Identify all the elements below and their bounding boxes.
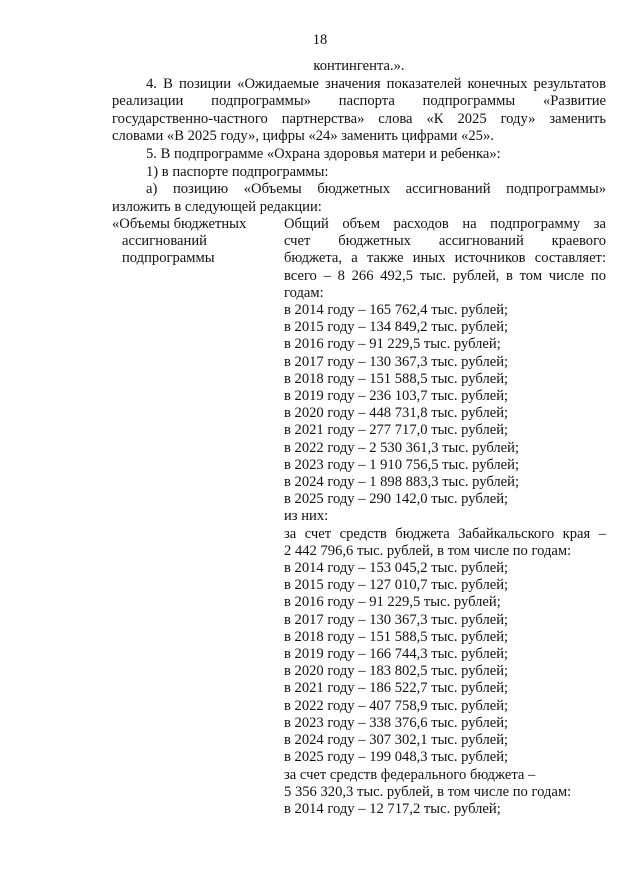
regional-year-line: в 2019 году – 166 744,3 тыс. рублей; [284, 646, 509, 663]
paragraph-contingent: контингента.». [313, 58, 405, 74]
federal-head-line: за счет средств федерального бюджета – [284, 766, 536, 783]
regional-year-line: в 2016 году – 91 229,5 тыс. рублей; [284, 594, 501, 611]
regional-year-line: в 2022 году – 407 758,9 тыс. рублей; [284, 697, 509, 714]
paragraph-item5-a-line2: изложить в следующей редакции: [112, 198, 322, 215]
regional-year-line: в 2025 году – 199 048,3 тыс. рублей; [284, 749, 509, 766]
of-them-line: из них: [284, 508, 329, 525]
paragraph-item5-a-line1: а) позицию «Объемы бюджетных ассигнований подпрограммы» [146, 181, 606, 198]
federal-year-line: в 2014 году – 12 717,2 тыс. рублей; [284, 800, 501, 817]
paragraph-item4-line2: реализации подпрограммы» паспорта подпрограммы «Развитие [112, 93, 606, 110]
right-head-line: годам: [284, 284, 324, 301]
total-year-line: в 2016 году – 91 229,5 тыс. рублей; [284, 336, 501, 353]
left-label-line: ассигнований [122, 233, 207, 250]
right-head-line: счет бюджетных ассигнований краевого [284, 233, 606, 250]
regional-year-line: в 2015 году – 127 010,7 тыс. рублей; [284, 577, 509, 594]
total-year-line: в 2018 году – 151 588,5 тыс. рублей; [284, 370, 509, 387]
budget-table [112, 216, 606, 818]
total-year-line: в 2019 году – 236 103,7 тыс. рублей; [284, 388, 509, 405]
paragraph-item5-1: 1) в паспорте подпрограммы: [146, 163, 329, 180]
regional-year-line: в 2021 году – 186 522,7 тыс. рублей; [284, 680, 509, 697]
regional-year-line: в 2024 году – 307 302,1 тыс. рублей; [284, 732, 509, 749]
right-head-line: Общий объем расходов на подпрограмму за [284, 216, 606, 232]
total-year-line: в 2014 году – 165 762,4 тыс. рублей; [284, 302, 509, 319]
regional-head-line: за счет средств бюджета Забайкальского края – [284, 525, 606, 542]
table-right-column [284, 216, 606, 818]
paragraph-item4-line4: словами «В 2025 году», цифры «24» заменить цифрами «25». [112, 128, 494, 145]
total-year-line: в 2020 году – 448 731,8 тыс. рублей; [284, 405, 509, 422]
total-year-line: в 2025 году – 290 142,0 тыс. рублей; [284, 491, 509, 508]
regional-year-line: в 2014 году – 153 045,2 тыс. рублей; [284, 560, 509, 577]
total-year-line: в 2023 году – 1 910 756,5 тыс. рублей; [284, 456, 520, 473]
regional-year-line: в 2023 году – 338 376,6 тыс. рублей; [284, 714, 509, 731]
document-body [112, 58, 606, 216]
total-year-line: в 2022 году – 2 530 361,3 тыс. рублей; [284, 439, 520, 456]
regional-year-line: в 2017 году – 130 367,3 тыс. рублей; [284, 611, 509, 628]
regional-head-line: 2 442 796,6 тыс. рублей, в том числе по годам: [284, 542, 572, 559]
right-head-line: бюджета, а также иных источников составляет: [284, 250, 606, 267]
paragraph-item4-line3: государственно-частного партнерства» слова «К 2025 году» заменить [112, 110, 606, 127]
total-year-line: в 2017 году – 130 367,3 тыс. рублей; [284, 353, 509, 370]
total-year-line: в 2015 году – 134 849,2 тыс. рублей; [284, 319, 509, 336]
federal-head-line: 5 356 320,3 тыс. рублей, в том числе по годам: [284, 783, 572, 800]
paragraph-item4-line1: 4. В позиции «Ожидаемые значения показателей конечных результатов [146, 75, 606, 92]
total-year-line: в 2021 году – 277 717,0 тыс. рублей; [284, 422, 509, 439]
right-head-line: всего – 8 266 492,5 тыс. рублей, в том числе по [284, 267, 606, 284]
left-label-line: «Объемы бюджетных [112, 216, 247, 232]
left-label-line: подпрограммы [122, 250, 215, 267]
total-year-line: в 2024 году – 1 898 883,3 тыс. рублей; [284, 474, 520, 491]
page-number: 18 [312, 32, 328, 48]
regional-year-line: в 2018 году – 151 588,5 тыс. рублей; [284, 628, 509, 645]
regional-year-line: в 2020 году – 183 802,5 тыс. рублей; [284, 663, 509, 680]
paragraph-item5: 5. В подпрограмме «Охрана здоровья матери и ребенка»: [146, 145, 501, 162]
table-left-column [112, 216, 284, 818]
